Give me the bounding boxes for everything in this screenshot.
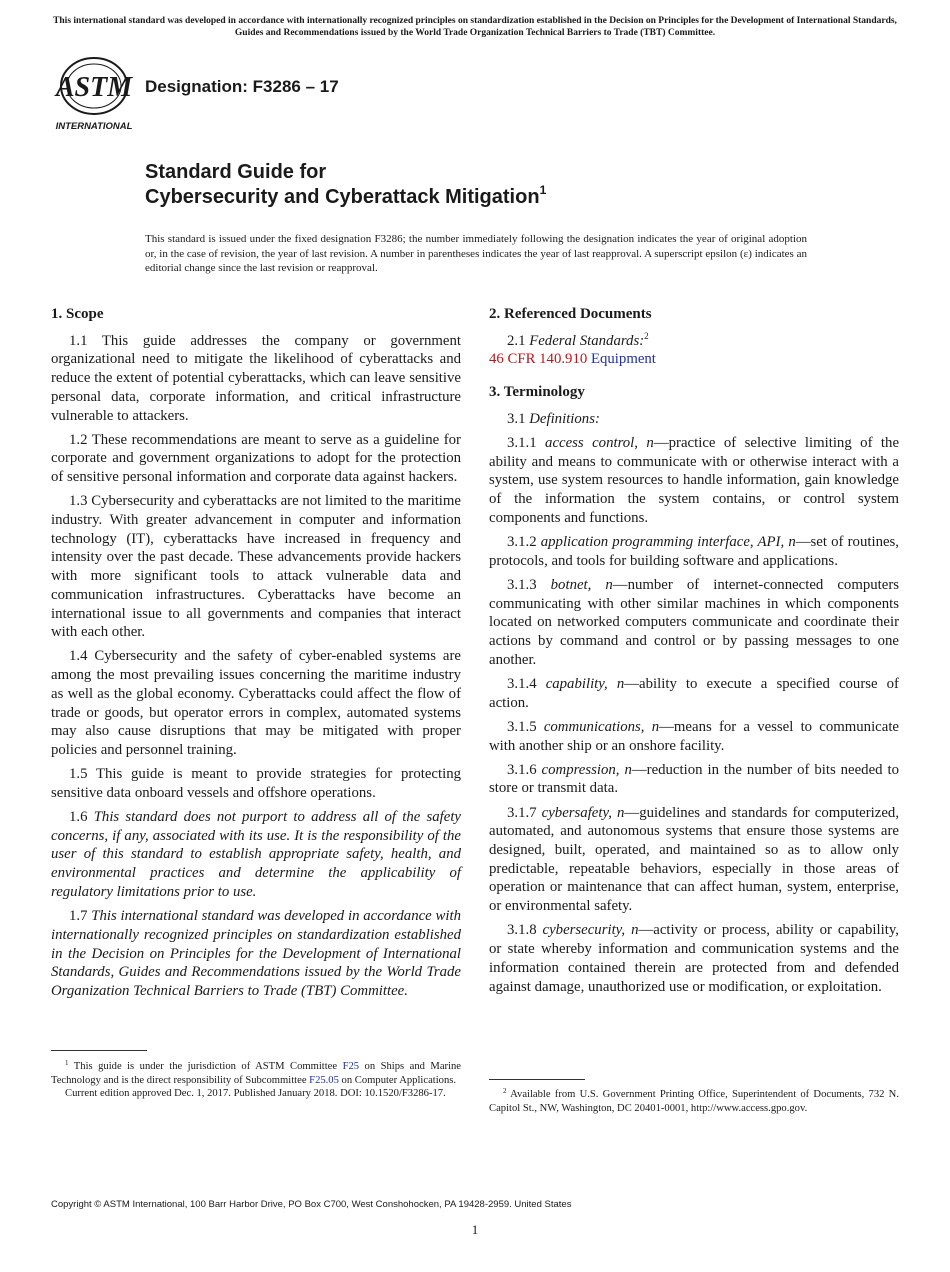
- definition-communications: [489, 718, 899, 755]
- definition-term: cybersafety, n: [541, 804, 625, 821]
- title-line-1: Standard Guide for: [145, 161, 327, 183]
- paragraph-1-6-number: 1.6: [69, 809, 88, 826]
- footnote-1-mark: 1: [65, 1059, 69, 1067]
- footnote-rule: [51, 1050, 147, 1051]
- definition-access-control: [489, 434, 899, 528]
- definition-number: 3.1.1: [507, 435, 537, 452]
- definition-number: 3.1.3: [507, 576, 537, 593]
- paragraph-2-1-footnote-mark: 2: [644, 330, 649, 341]
- page-number: 1: [471, 1222, 479, 1237]
- right-column: [489, 305, 899, 1002]
- footnote-1: [51, 1050, 461, 1101]
- footnote-1-part-c: on Computer Applications.: [338, 1074, 457, 1086]
- definition-term: capability, n: [545, 675, 625, 692]
- definition-text: —guidelines and standards for computerized, automated, and autonomous systems that ensure those systems are designed, built, operated, and maintained so as to allow only predictable, repeatable behaviors, especially in those areas of operation or maintenance that can affect human, system, enterprise, or environmental safety.: [489, 804, 900, 915]
- issuance-statement: This standard is issued under the fixed designation F3286; the number immediately following the designation indicates the year of original adoption or, in the case of revision, the year of last revision. A number in parentheses indicates the year of last reapproval. A superscript epsilon (ε) indicates an editorial change since the last revision or reapproval.: [145, 233, 807, 274]
- paragraph-1-2: 1.2 These recommendations are meant to serve as a guideline for corporate and government organizations to adopt for the protection of sensitive personal information and corporate data against hackers.: [51, 431, 461, 486]
- definition-term: application programming interface, API, n: [540, 534, 796, 551]
- tbt-notice: This international standard was developed in accordance with internationally recognized principles on standardization established in the Decision on Principles for the Development of International Standards, Guides and Recommendations issued by the World Trade Organization Technical Barriers to Trade (TBT) Committee.: [53, 16, 897, 38]
- logo-letters: ASTM: [55, 72, 133, 103]
- footnote-1-part-b: on Ships and Marine Technology and is the direct responsibility of Subcommittee: [51, 1061, 461, 1086]
- definition-number: 3.1.5: [507, 718, 537, 735]
- paragraph-1-7: [51, 907, 461, 1001]
- copyright-notice: Copyright © ASTM International, 100 Barr Harbor Drive, PO Box C700, West Conshohocken, PA 19428-2959. United States: [51, 1199, 572, 1210]
- paragraph-1-7-number: 1.7: [69, 908, 88, 925]
- definition-term: botnet, n: [550, 576, 613, 593]
- definition-number: 3.1.8: [507, 922, 537, 939]
- astm-logo: [52, 56, 136, 132]
- footnote-rule: [489, 1079, 585, 1080]
- title-footnote-mark: 1: [539, 183, 547, 197]
- section-heading-referenced-documents: 2. Referenced Documents: [489, 306, 652, 322]
- paragraph-3-1-number: 3.1: [507, 410, 526, 427]
- definition-number: 3.1.2: [507, 534, 537, 551]
- paragraph-1-1: 1.1 This guide addresses the company or government organizational need to mitigate the likelihood of cyberattacks and reduce the extent of potential cyberattacks, which can leave sensitive personal data, corporate information, and critical infrastructure vulnerable to attackers.: [51, 332, 461, 424]
- paragraph-1-6-text: This standard does not purport to address all of the safety concerns, if any, associated with its use. It is the responsibility of the user of this standard to establish appropriate safety, health, and environmental practices and determine the applicability of regulatory limitations prior to use.: [51, 809, 461, 900]
- footnote-2-body: Available from U.S. Government Printing Office, Superintendent of Documents, 732 N. Capitol St., NW, Washington, DC 20401-0001, http://www.access.gpo.gov.: [489, 1089, 899, 1114]
- title-line-2: [145, 185, 845, 210]
- paragraph-1-5: 1.5 This guide is meant to provide strategies for protecting sensitive data onboard vessels and offshore operations.: [51, 766, 461, 801]
- title-main: Cybersecurity and Cyberattack Mitigation: [145, 186, 540, 208]
- paragraph-1-4: 1.4 Cybersecurity and the safety of cyber-enabled systems are among the most prevailing issues concerning the maritime industry as well as the global economy. Cyberattacks could affect the flow of trade or goods, but operator errors in complex, automated systems may also cause disruptions that may be mitigated with proper policies and personnel training.: [51, 648, 461, 758]
- definition-api: [489, 533, 899, 570]
- footnote-2-text: [489, 1088, 899, 1115]
- paragraph-3-1: [489, 410, 899, 429]
- footnote-1-edition: Current edition approved Dec. 1, 2017. Published January 2018. DOI: 10.1520/F3286-17.: [65, 1088, 446, 1100]
- paragraph-2-1-label: Federal Standards:: [529, 332, 645, 349]
- definition-botnet: [489, 576, 899, 670]
- definition-cybersafety: [489, 804, 899, 916]
- footnote-1-text: [51, 1060, 461, 1087]
- definition-text: —number of internet-connected computers communicating with other similar machines in which components located on networked computers communicate and coordinate their actions by command and control or by passing messages to one another.: [489, 576, 899, 668]
- subcommittee-f25-05-link[interactable]: F25.05: [309, 1074, 339, 1086]
- footnote-2-mark: 2: [503, 1087, 507, 1095]
- footnote-2: [489, 1079, 899, 1115]
- committee-f25-link[interactable]: F25: [342, 1061, 360, 1072]
- definition-number: 3.1.6: [507, 761, 537, 778]
- definition-text: —ability to execute a specified course of action.: [489, 675, 899, 711]
- designation: Designation: F3286 – 17: [145, 77, 339, 96]
- paragraph-2-1-number: 2.1: [507, 332, 526, 349]
- definition-text: —reduction in the number of bits needed to store or transmit data.: [489, 761, 900, 797]
- section-heading-terminology: 3. Terminology: [489, 384, 585, 401]
- cfr-link[interactable]: 46 CFR 140.910: [489, 351, 588, 368]
- definition-text: —means for a vessel to communicate with another ship or an onshore facility.: [489, 718, 899, 754]
- definition-number: 3.1.4: [507, 675, 537, 692]
- paragraph-2-1: [489, 332, 899, 369]
- footnote-1-part-a: This guide is under the jurisdiction of ASTM Committee: [73, 1061, 343, 1072]
- section-heading-scope: 1. Scope: [51, 306, 104, 322]
- definition-term: communications, n: [543, 718, 660, 735]
- astm-logo-icon: [52, 56, 136, 132]
- paragraph-1-3: 1.3 Cybersecurity and cyberattacks are not limited to the maritime industry. With greater advancement in computer and information technology (IT), cyberattacks have increased in frequency and intensity over the past decade. These advancements provide hackers with more significant tools to attack vulnerable data and communication infrastructures. Cyberattacks have become an international issue to all governments and companies that interact with each other.: [51, 493, 461, 641]
- paragraph-1-7-text: This international standard was developed in accordance with internationally recognized principles on standardization established in the Decision on Principles for the Development of International Standards, Guides and Recommendations issued by the World Trade Organization Technical Barriers to Trade (TBT) Committee.: [51, 908, 461, 999]
- paragraph-3-1-label: Definitions:: [529, 410, 600, 427]
- cfr-title: Equipment: [590, 351, 656, 368]
- definition-term: access control, n: [545, 435, 654, 452]
- definition-term: cybersecurity, n: [542, 922, 639, 939]
- definition-text: —practice of selective limiting of the ability and means to communicate with or otherwise interact with a system, use system resources to handle information, gain knowledge of the information the system contains, or control system components and functions.: [489, 435, 900, 526]
- paragraph-1-6: [51, 808, 461, 902]
- definition-capability: [489, 675, 899, 712]
- definition-term: compression, n: [541, 761, 632, 778]
- left-column: [51, 305, 461, 1006]
- definition-compression: [489, 761, 899, 798]
- definition-number: 3.1.7: [507, 804, 537, 821]
- page-title: [145, 160, 845, 210]
- definition-text: —set of routines, protocols, and tools for building software and applications.: [489, 534, 899, 569]
- definition-text: —activity or process, ability or capability, or state whereby information and communication systems and the information contained therein are protected from and defended against damage, unauthorized use or modification, or exploitation.: [489, 922, 899, 995]
- definition-cybersecurity: [489, 921, 899, 996]
- logo-subtext: INTERNATIONAL: [55, 121, 133, 132]
